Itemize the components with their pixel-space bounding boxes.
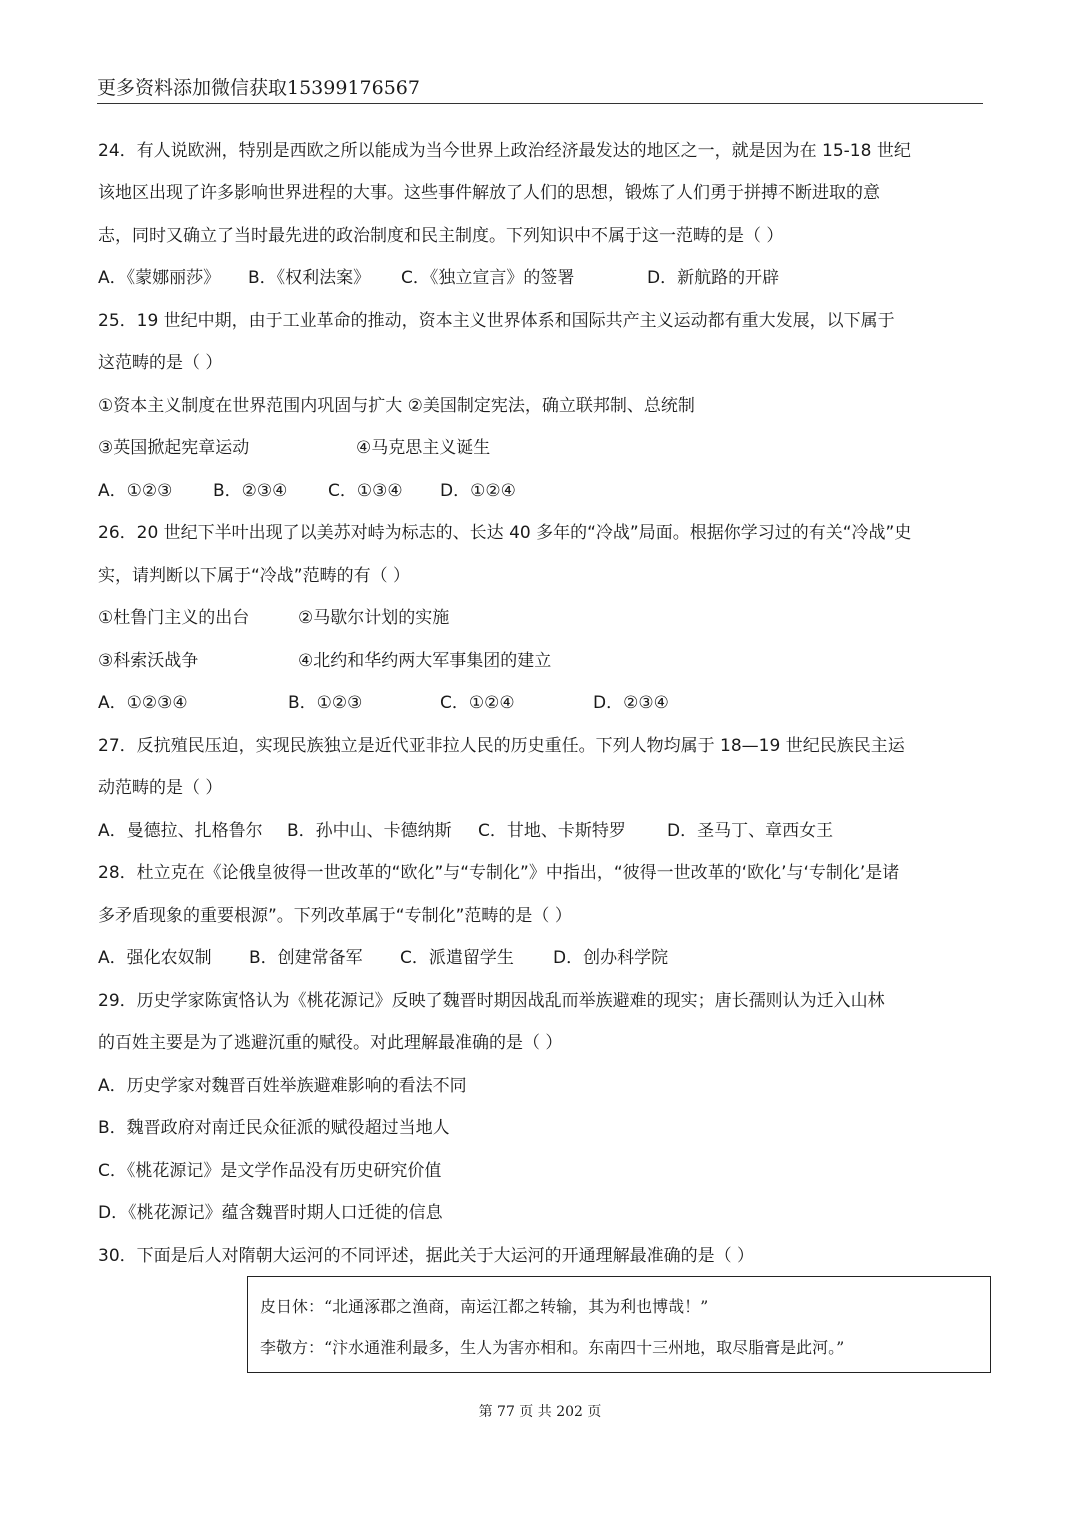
q24-option-a: A．《蒙娜丽莎》 [98, 268, 221, 288]
q28-option-b: B．创建常备军 [249, 948, 363, 968]
q24-stem-line1: 24．有人说欧洲，特别是西欧之所以能成为当今世界上政治经济最发达的地区之一，就是因为在 15-18 世纪 [98, 141, 911, 161]
q26-item-1: ①杜鲁门主义的出台 [98, 608, 250, 628]
q26-option-c: C．①②④ [440, 693, 515, 713]
q25-stem-line2: 这范畴的是（ ） [98, 353, 223, 373]
q26-items-3-4 [98, 648, 551, 674]
q24-stem-line2: 该地区出现了许多影响世界进程的大事。这些事件解放了人们的思想，锻炼了人们勇于拼搏不断进取的意 [98, 183, 880, 203]
q24-option-d: D．新航路的开辟 [647, 268, 780, 288]
q27-option-c: C．甘地、卡斯特罗 [478, 821, 626, 841]
quote-li-jingfang: 李敬方：“汴水通淮利最多，生人为害亦相和。东南四十三州地，取尽脂膏是此河。” [260, 1338, 845, 1357]
q26-stem-line2: 实，请判断以下属于“冷战”范畴的有（ ） [98, 566, 411, 586]
q29-option-d: D．《桃花源记》蕴含魏晋时期人口迁徙的信息 [98, 1203, 443, 1223]
q24-stem-line3: 志，同时又确立了当时最先进的政治制度和民主制度。下列知识中不属于这一范畴的是（ ） [98, 226, 784, 246]
page-header: 更多资料添加微信获取15399176567 [97, 74, 983, 104]
q27-option-d: D．圣马丁、章西女王 [667, 821, 834, 841]
q25-stem-line1: 25．19 世纪中期，由于工业革命的推动，资本主义世界体系和国际共产主义运动都有重大发展，以下属于 [98, 311, 895, 331]
q24-option-c: C．《独立宣言》的签署 [401, 268, 575, 288]
q29-option-b: B．魏晋政府对南迁民众征派的赋役超过当地人 [98, 1118, 450, 1138]
q28-stem-line1: 28．杜立克在《论俄皇彼得一世改革的“欧化”与“专制化”》中指出，“彼得一世改革的‘欧化’与‘专制化’是诸 [98, 863, 900, 883]
q25-option-c: C．①③④ [328, 481, 403, 501]
q30-quote-box [247, 1276, 991, 1373]
q26-stem-line1: 26．20 世纪下半叶出现了以美苏对峙为标志的、长达 40 多年的“冷战”局面。根据你学习过的有关“冷战”史 [98, 523, 912, 543]
q25-option-d: D．①②④ [440, 481, 516, 501]
q24-option-b: B．《权利法案》 [248, 268, 371, 288]
q25-option-b: B．②③④ [213, 481, 288, 501]
q28-option-d: D．创办科学院 [553, 948, 669, 968]
q28-option-c: C．派遣留学生 [400, 948, 514, 968]
q28-stem-line2: 多矛盾现象的重要根源”。下列改革属于“专制化”范畴的是（ ） [98, 906, 572, 926]
q27-options [98, 818, 833, 844]
q26-items-1-2 [98, 605, 449, 631]
q29-option-c: C．《桃花源记》是文学作品没有历史研究价值 [98, 1161, 442, 1181]
page-footer: 第 77 页 共 202 页 [478, 1404, 602, 1420]
q28-option-a: A．强化农奴制 [98, 948, 212, 968]
q26-item-2: ②马歇尔计划的实施 [298, 608, 450, 628]
q29-option-a: A．历史学家对魏晋百姓举族避难影响的看法不同 [98, 1076, 467, 1096]
q24-options [98, 265, 779, 291]
q26-option-a: A．①②③④ [98, 693, 188, 713]
q25-option-a: A．①②③ [98, 481, 173, 501]
q29-stem-line2: 的百姓主要是为了逃避沉重的赋役。对此理解最准确的是（ ） [98, 1033, 563, 1053]
q26-item-3: ③科索沃战争 [98, 651, 199, 671]
quote-pi-rixiu: 皮日休：“北通涿郡之渔商，南运江都之转输，其为利也博哉！” [260, 1297, 709, 1316]
q26-option-d: D．②③④ [593, 693, 669, 713]
q25-item-3: ③英国掀起宪章运动 [98, 438, 250, 458]
q25-item-4: ④马克思主义诞生 [356, 438, 491, 458]
q26-item-4: ④北约和华约两大军事集团的建立 [298, 651, 552, 671]
q28-options [98, 945, 668, 971]
q25-item-1-2: ①资本主义制度在世界范围内巩固与扩大 ②美国制定宪法，确立联邦制、总统制 [98, 396, 695, 416]
q27-option-b: B．孙中山、卡德纳斯 [287, 821, 452, 841]
q27-stem-line2: 动范畴的是（ ） [98, 778, 223, 798]
q27-option-a: A．曼德拉、扎格鲁尔 [98, 821, 263, 841]
q29-stem-line1: 29．历史学家陈寅恪认为《桃花源记》反映了魏晋时期因战乱而举族避难的现实；唐长孺则认为迁入山林 [98, 991, 885, 1011]
q26-option-b: B．①②③ [288, 693, 363, 713]
q25-options [98, 478, 516, 504]
q25-items-3-4 [98, 435, 490, 461]
q30-stem-line1: 30．下面是后人对隋朝大运河的不同评述，据此关于大运河的开通理解最准确的是（ ） [98, 1246, 755, 1266]
q27-stem-line1: 27．反抗殖民压迫，实现民族独立是近代亚非拉人民的历史重任。下列人物均属于 18—19 世纪民族民主运 [98, 736, 905, 756]
q26-options [98, 690, 669, 716]
